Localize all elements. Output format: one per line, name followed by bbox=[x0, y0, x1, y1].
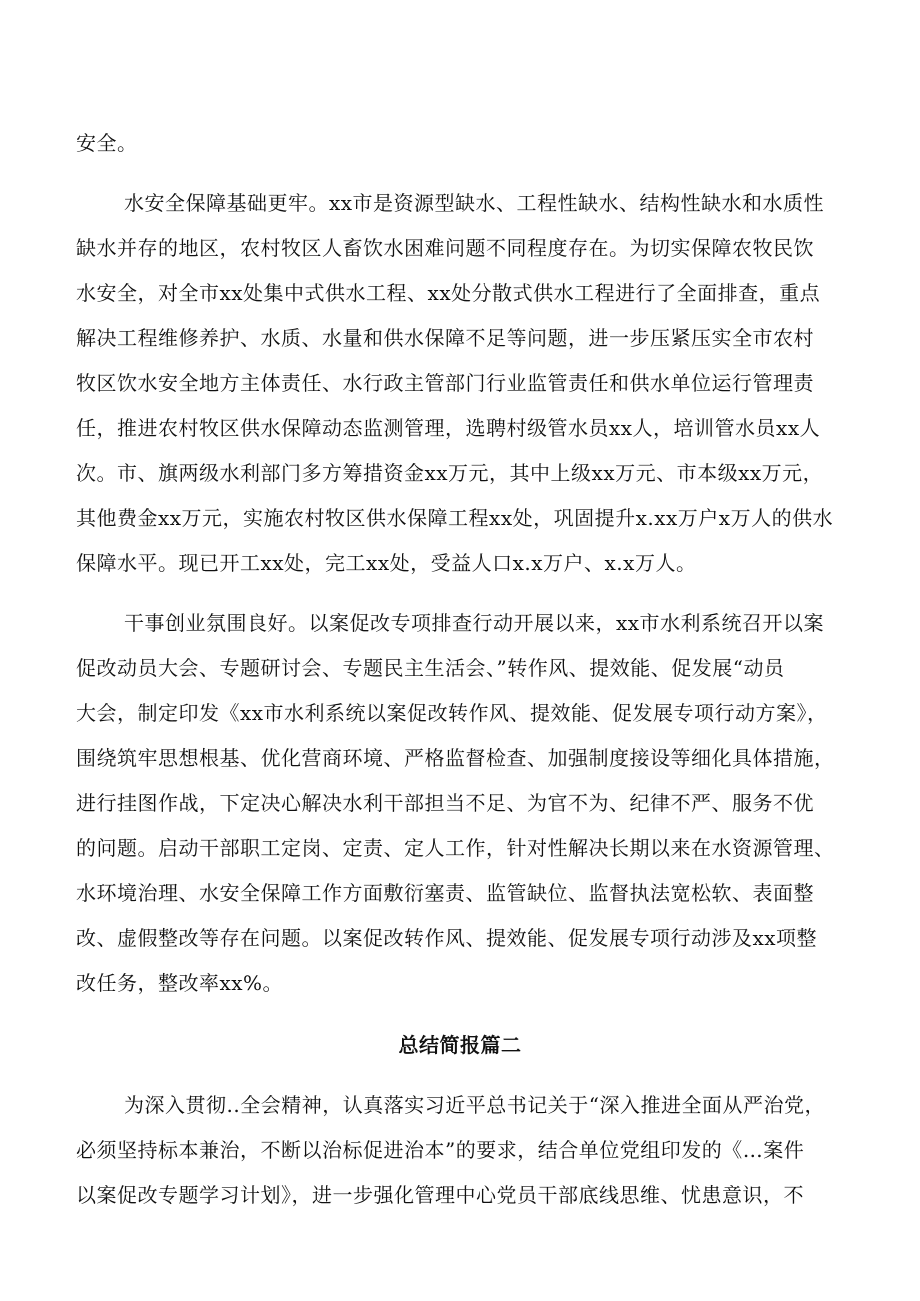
paragraph-line: 安全。 bbox=[76, 131, 138, 155]
paragraph-line: 为深入贯彻..全会精神，认真落实习近平总书记关于“深入推进全面从严治党， bbox=[124, 1093, 825, 1117]
paragraph-line: 水安全保障基础更牢。xx市是资源型缺水、工程性缺水、结构性缺水和水质性 bbox=[124, 191, 825, 215]
paragraph-line: 促改动员大会、专题研讨会、专题民主生活会、”转作风、提效能、促发展“动员 bbox=[76, 656, 785, 680]
paragraph-line: 改、虚假整改等存在问题。以案促改转作风、提效能、促发展专项行动涉及xx项整 bbox=[76, 926, 818, 950]
paragraph-line: 以案促改专题学习计划》，进一步强化管理中心党员干部底线思维、忧患意识，不 bbox=[76, 1183, 804, 1207]
paragraph-line: 进行挂图作战，下定决心解决水利干部担当不足、为官不为、纪律不严、服务不优 bbox=[76, 791, 814, 815]
section-heading: 总结简报篇二 bbox=[398, 1033, 522, 1057]
paragraph-line: 保障水平。现已开工xx处，完工xx处，受益人口x.x万户、x.x万人。 bbox=[76, 551, 697, 575]
paragraph-line: 缺水并存的地区，农村牧区人畜饮水困难问题不同程度存在。为切实保障农牧民饮 bbox=[76, 236, 814, 260]
paragraph-line: 改任务，整改率xx%。 bbox=[76, 971, 284, 995]
paragraph-line: 干事创业氛围良好。以案促改专项排查行动开展以来，xx市水利系统召开以案 bbox=[124, 611, 825, 635]
paragraph-line: 水安全，对全市xx处集中式供水工程、xx处分散式供水工程进行了全面排查，重点 bbox=[76, 281, 821, 305]
paragraph-line: 其他费金xx万元，实施农村牧区供水保障工程xx处，巩固提升x.xx万户x万人的供水 bbox=[76, 506, 834, 530]
paragraph-line: 任，推进农村牧区供水保障动态监测管理，选聘村级管水员xx人，培训管水员xx人 bbox=[76, 416, 821, 440]
paragraph-line: 水环境治理、水安全保障工作方面敷衍塞责、监管缺位、监督执法宽松软、表面整 bbox=[76, 881, 814, 905]
paragraph-line: 解决工程维修养护、水质、水量和供水保障不足等问题，进一步压紧压实全市农村 bbox=[76, 326, 814, 350]
paragraph-line: 的问题。启动干部职工定岗、定责、定人工作，针对性解决长期以来在水资源管理、 bbox=[76, 836, 835, 860]
paragraph-line: 大会，制定印发《xx市水利系统以案促改转作风、提效能、促发展专项行动方案》， bbox=[76, 701, 828, 725]
paragraph-line: 次。市、旗两级水利部门多方筹措资金xx万元，其中上级xx万元、市本级xx万元， bbox=[76, 461, 824, 485]
paragraph-line: 牧区饮水安全地方主体责任、水行政主管部门行业监管责任和供水单位运行管理责 bbox=[76, 371, 814, 395]
paragraph-line: 必须坚持标本兼治，不断以治标促进治本”的要求，结合单位党组印发的《…案件 bbox=[76, 1138, 805, 1162]
paragraph-line: 围绕筑牢思想根基、优化营商环境、严格监督检查、加强制度接设等细化具体措施， bbox=[76, 746, 835, 770]
